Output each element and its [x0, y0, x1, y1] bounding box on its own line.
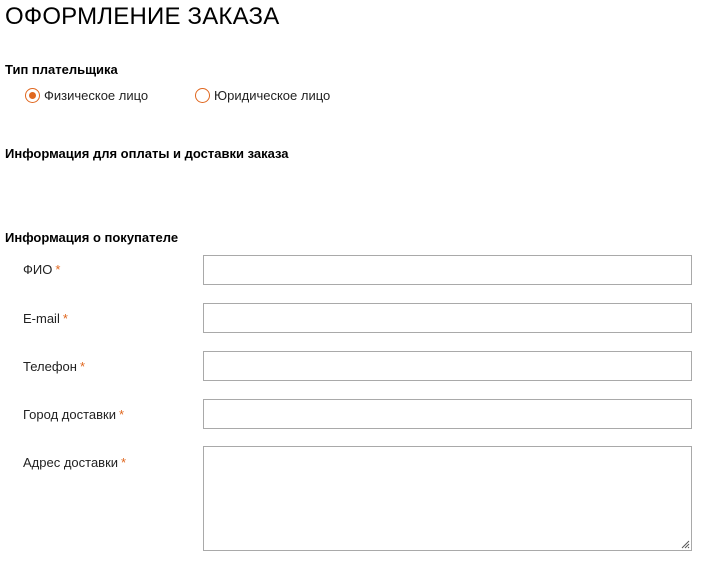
buyer-info-heading: Информация о покупателе [5, 230, 179, 245]
radio-checked-icon [25, 88, 40, 103]
email-label-text: E-mail [23, 311, 60, 326]
phone-label [23, 359, 85, 375]
payment-delivery-heading: Информация для оплаты и доставки заказа [5, 146, 289, 161]
required-marker: * [121, 455, 127, 470]
delivery-city-label [23, 407, 124, 423]
email-label [23, 311, 68, 327]
full-name-input[interactable] [203, 255, 692, 285]
resize-grip-icon[interactable] [681, 540, 690, 549]
page-title: ОФОРМЛЕНИЕ ЗАКАЗА [5, 3, 280, 30]
delivery-city-input[interactable] [203, 399, 692, 429]
delivery-address-textarea[interactable] [203, 446, 692, 551]
required-marker: * [118, 407, 125, 422]
phone-input[interactable] [203, 351, 692, 381]
payer-type-individual-radio[interactable] [25, 86, 148, 104]
delivery-address-label-text: Адрес доставки [23, 455, 119, 470]
required-marker: * [62, 311, 68, 326]
payer-type-individual-label: Физическое лицо [44, 87, 149, 103]
payer-type-legal-entity-radio[interactable] [195, 86, 330, 104]
email-input[interactable] [203, 303, 692, 333]
delivery-city-label-text: Город доставки [23, 407, 116, 422]
phone-label-text: Телефон [23, 359, 77, 374]
required-marker: * [79, 359, 85, 374]
full-name-label [23, 262, 60, 278]
payer-type-legal-entity-label: Юридическое лицо [214, 87, 331, 103]
delivery-address-label [23, 455, 126, 471]
radio-unchecked-icon [195, 88, 210, 103]
payer-type-heading: Тип плательщика [5, 62, 118, 77]
required-marker: * [55, 262, 61, 277]
full-name-label-text: ФИО [23, 262, 53, 277]
